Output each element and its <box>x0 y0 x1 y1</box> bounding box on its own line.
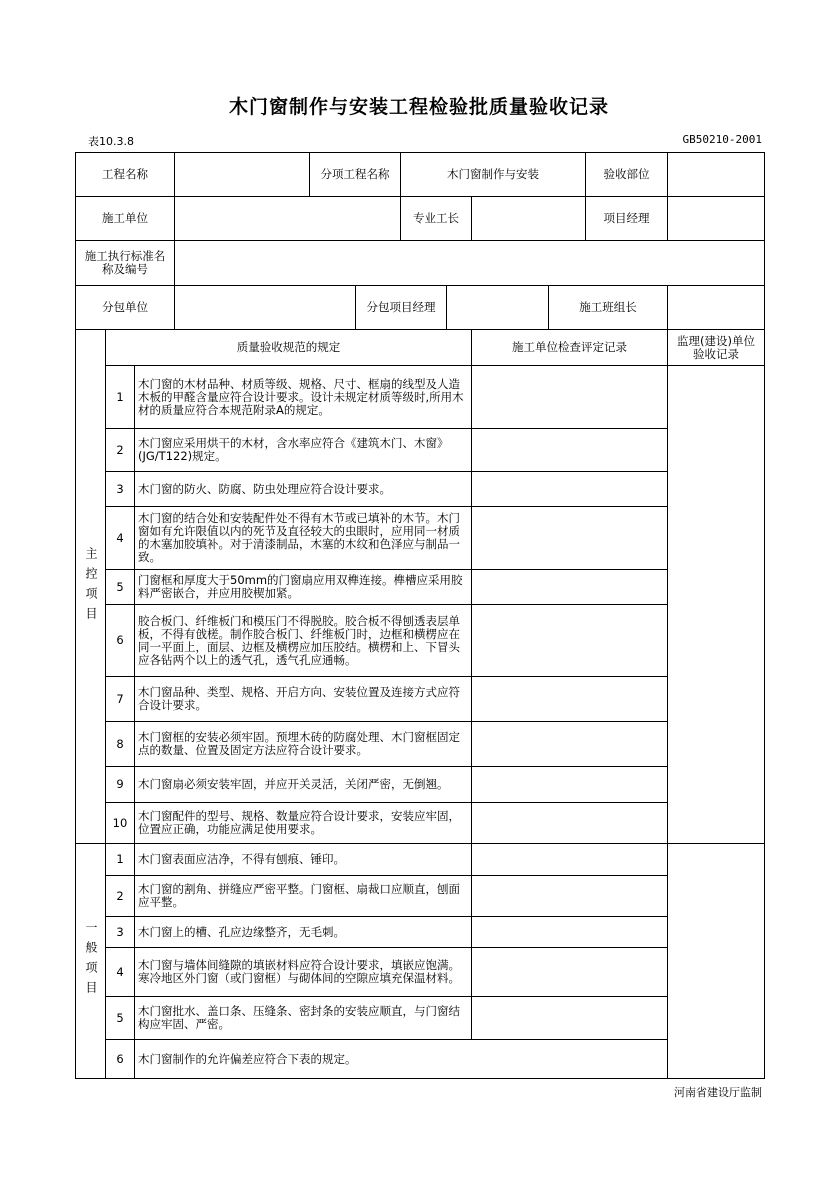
footer-issuer: 河南省建设厅监制 <box>674 1086 762 1099</box>
general-item-text: 木门窗批水、盖口条、压缝条、密封条的安装应顺直，与门窗结构应牢固、严密。 <box>134 996 472 1040</box>
general-item-text: 木门窗与墙体间缝隙的填嵌材料应符合设计要求，填嵌应饱满。寒冷地区外门窗（或门窗框）与砌体间的空隙应填充保温材料。 <box>134 947 472 997</box>
general-item-check[interactable] <box>471 875 668 917</box>
main-item-check[interactable] <box>471 365 668 429</box>
team-leader-label: 施工班组长 <box>548 285 668 330</box>
general-item-no: 2 <box>105 875 135 917</box>
general-item-check[interactable] <box>471 947 668 997</box>
main-supervision-record[interactable] <box>667 365 765 844</box>
main-item-text: 木门窗配件的型号、规格、数量应符合设计要求，安装应牢固，位置应正确，功能应满足使用要求。 <box>134 802 472 844</box>
team-leader-value[interactable] <box>667 285 765 330</box>
general-item-no: 5 <box>105 996 135 1040</box>
standard-code: GB50210-2001 <box>682 133 762 146</box>
general-item-text: 木门窗制作的允许偏差应符合下表的规定。 <box>134 1039 668 1079</box>
acceptance-part-value[interactable] <box>667 152 765 197</box>
spec-column-header: 质量验收规范的规定 <box>105 329 472 366</box>
general-item-check[interactable] <box>471 843 668 876</box>
main-item-no: 5 <box>105 569 135 605</box>
page-title: 木门窗制作与安装工程检验批质量验收记录 <box>228 96 609 118</box>
main-item-no: 7 <box>105 676 135 722</box>
main-item-text: 木门窗的结合处和安装配件处不得有木节或已填补的木节。木门窗如有允许限值以内的死节及直径较大的虫眼时，应用同一材质的木塞加胶填补。对于清漆制品，木塞的木纹和色泽应与制品一致。 <box>134 506 472 570</box>
standard-label: 施工执行标准名称及编号 <box>75 240 175 286</box>
main-item-text: 木门窗扇必须安装牢固，并应开关灵活，关闭严密，无倒翘。 <box>134 766 472 803</box>
sub-project-value[interactable]: 木门窗制作与安装 <box>400 152 586 197</box>
main-control-label: 主控项目 <box>75 329 106 844</box>
main-item-check[interactable] <box>471 506 668 570</box>
main-item-no: 1 <box>105 365 135 429</box>
general-item-no: 6 <box>105 1039 135 1079</box>
supervision-column-header: 监理(建设)单位验收记录 <box>667 329 765 366</box>
sub-project-label: 分项工程名称 <box>309 152 401 197</box>
subcontractor-label: 分包单位 <box>75 285 175 330</box>
sub-pm-value[interactable] <box>446 285 549 330</box>
project-name-value[interactable] <box>174 152 310 197</box>
general-item-no: 4 <box>105 947 135 997</box>
general-item-no: 1 <box>105 843 135 876</box>
main-item-no: 10 <box>105 802 135 844</box>
general-item-text: 木门窗上的槽、孔应边缘整齐，无毛刺。 <box>134 916 472 948</box>
general-item-check[interactable] <box>471 996 668 1040</box>
main-item-text: 木门窗的木材品种、材质等级、规格、尺寸、框扇的线型及人造木板的甲醛含量应符合设计要求。设计未规定材质等级时,所用木材的质量应符合本规范附录A的规定。 <box>134 365 472 429</box>
main-item-no: 4 <box>105 506 135 570</box>
main-item-check[interactable] <box>471 569 668 605</box>
general-item-check[interactable] <box>471 916 668 948</box>
general-supervision-record[interactable] <box>667 843 765 1079</box>
subcontractor-value[interactable] <box>174 285 356 330</box>
main-item-text: 木门窗应采用烘干的木材，含水率应符合《建筑木门、木窗》(JG/T122)规定。 <box>134 428 472 472</box>
project-manager-value[interactable] <box>667 196 765 241</box>
main-item-check[interactable] <box>471 676 668 722</box>
main-item-check[interactable] <box>471 766 668 803</box>
main-item-check[interactable] <box>471 721 668 767</box>
main-item-no: 3 <box>105 471 135 507</box>
construction-unit-value[interactable] <box>174 196 401 241</box>
general-item-text: 木门窗表面应洁净，不得有刨痕、锤印。 <box>134 843 472 876</box>
main-item-check[interactable] <box>471 802 668 844</box>
main-item-no: 6 <box>105 604 135 677</box>
foreman-label: 专业工长 <box>400 196 472 241</box>
check-column-header: 施工单位检查评定记录 <box>471 329 668 366</box>
main-item-no: 9 <box>105 766 135 803</box>
project-name-label: 工程名称 <box>75 152 175 197</box>
main-item-check[interactable] <box>471 471 668 507</box>
general-items-label: 一般项目 <box>75 843 106 1079</box>
construction-unit-label: 施工单位 <box>75 196 175 241</box>
main-item-text: 门窗框和厚度大于50mm的门窗扇应用双榫连接。榫槽应采用胶料严密嵌合，并应用胶楔加紧。 <box>134 569 472 605</box>
general-item-no: 3 <box>105 916 135 948</box>
standard-value[interactable] <box>174 240 765 286</box>
main-item-no: 2 <box>105 428 135 472</box>
sub-pm-label: 分包项目经理 <box>355 285 447 330</box>
main-item-text: 木门窗框的安装必须牢固。预埋木砖的防腐处理、木门窗框固定点的数量、位置及固定方法应符合设计要求。 <box>134 721 472 767</box>
main-item-no: 8 <box>105 721 135 767</box>
general-item-text: 木门窗的割角、拼缝应严密平整。门窗框、扇裁口应顺直，刨面应平整。 <box>134 875 472 917</box>
main-item-check[interactable] <box>471 604 668 677</box>
main-item-check[interactable] <box>471 428 668 472</box>
acceptance-part-label: 验收部位 <box>585 152 668 197</box>
foreman-value[interactable] <box>471 196 586 241</box>
main-item-text: 胶合板门、纤维板门和模压门不得脱胶。胶合板不得刨透表层单板，不得有戗槎。制作胶合板门、纤维板门时，边框和横楞应在同一平面上，面层、边框及横楞应加压胶结。横楞和上、下冒头应各钻两个以上的透气孔，透气孔应通畅。 <box>134 604 472 677</box>
main-item-text: 木门窗品种、类型、规格、开启方向、安装位置及连接方式应符合设计要求。 <box>134 676 472 722</box>
form-number: 表10.3.8 <box>88 135 134 148</box>
main-item-text: 木门窗的防火、防腐、防虫处理应符合设计要求。 <box>134 471 472 507</box>
project-manager-label: 项目经理 <box>585 196 668 241</box>
